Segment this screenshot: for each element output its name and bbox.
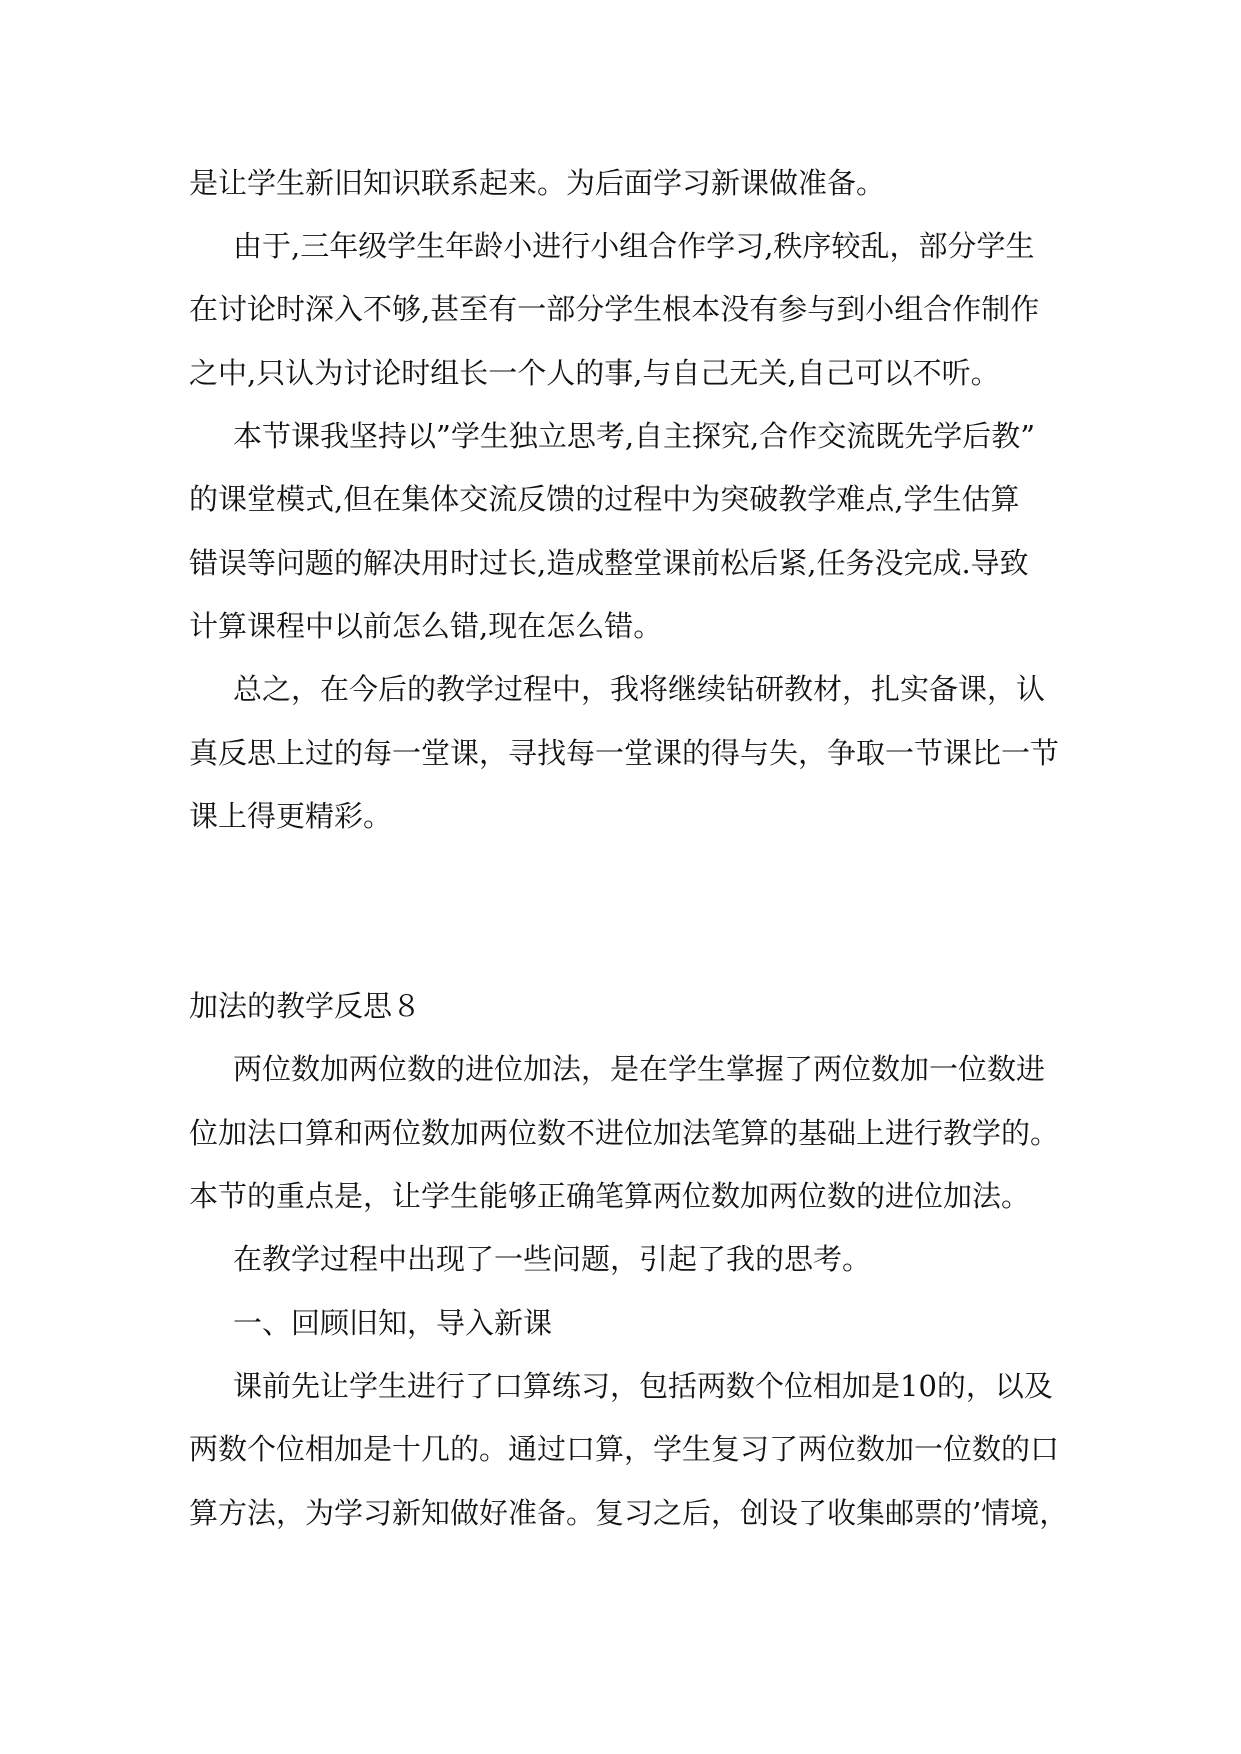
paragraph-line: 由于,三年级学生年龄小进行小组合作学习,秩序较乱，部分学生 — [233, 229, 1035, 263]
paragraph-line: 本节课我坚持以”学生独立思考,自主探究,合作交流既先学后教” — [233, 419, 1036, 453]
paragraph-line: 课前先让学生进行了口算练习，包括两数个位相加是10的，以及 — [233, 1369, 1053, 1403]
paragraph-line: 错误等问题的解决用时过长,造成整堂课前松后紧,任务没完成.导致 — [189, 546, 1029, 580]
paragraph-line: 算方法，为学习新知做好准备。复习之后，创设了收集邮票的’情境， — [189, 1496, 1069, 1530]
paragraph-line: 真反思上过的每一堂课，寻找每一堂课的得与失，争取一节课比一节 — [189, 736, 1060, 770]
paragraph-line: 位加法口算和两位数加两位数不进位加法笔算的基础上进行教学的。 — [189, 1116, 1060, 1150]
paragraph-line: 是让学生新旧知识联系起来。为后面学习新课做准备。 — [189, 166, 886, 200]
paragraph-line: 之中,只认为讨论时组长一个人的事,与自己无关,自己可以不听。 — [189, 356, 1000, 390]
paragraph-line: 课上得更精彩。 — [189, 799, 393, 833]
paragraph-line: 两数个位相加是十几的。通过口算，学生复习了两位数加一位数的口 — [189, 1432, 1060, 1466]
subheading: 一、回顾旧知，导入新课 — [233, 1306, 553, 1340]
paragraph-line: 计算课程中以前怎么错,现在怎么错。 — [189, 609, 663, 643]
section-title: 加法的教学反思８ — [189, 989, 422, 1023]
paragraph-line: 总之，在今后的教学过程中，我将继续钻研教材，扎实备课，认 — [233, 672, 1046, 706]
paragraph-line: 两位数加两位数的进位加法，是在学生掌握了两位数加一位数进 — [233, 1052, 1046, 1086]
paragraph-line: 在教学过程中出现了一些问题，引起了我的思考。 — [233, 1242, 872, 1276]
paragraph-line: 本节的重点是，让学生能够正确笔算两位数加两位数的进位加法。 — [189, 1179, 1031, 1213]
paragraph-line: 在讨论时深入不够,甚至有一部分学生根本没有参与到小组合作制作 — [189, 292, 1040, 326]
paragraph-line: 的课堂模式,但在集体交流反馈的过程中为突破教学难点,学生估算 — [189, 482, 1020, 516]
